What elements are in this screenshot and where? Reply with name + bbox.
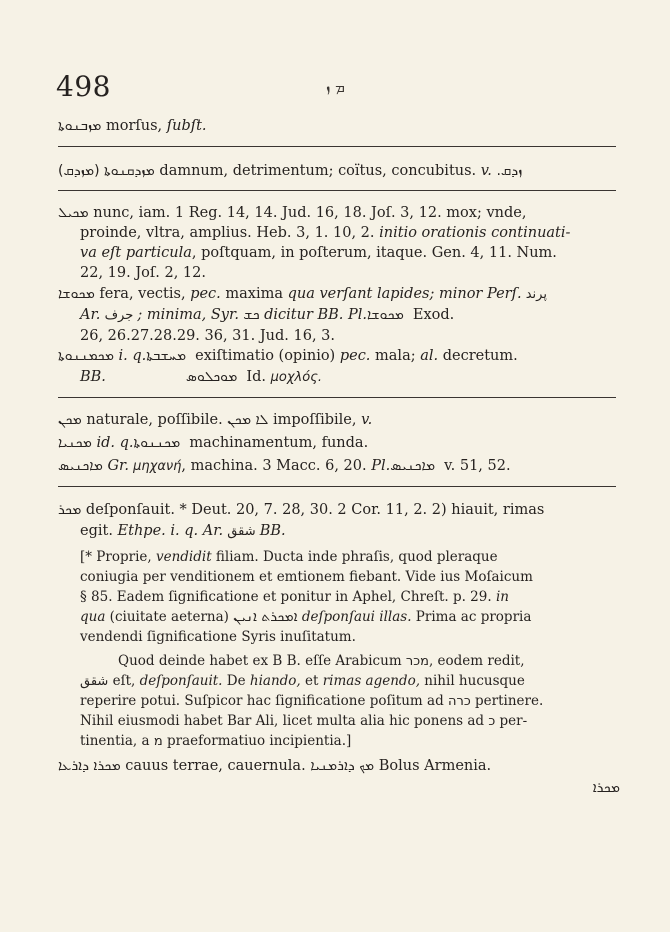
entry-line [58, 284, 547, 305]
entry-line [80, 263, 206, 283]
entry-italic: Ar. [80, 307, 101, 323]
entry-text: damnum, detrimentum; coïtus, concubitus. [154, 163, 481, 179]
entry-italic: in [495, 589, 509, 605]
entry-italic: v. [361, 412, 373, 428]
syriac-headword: ܡܙܒܢܘܬܐ [58, 118, 102, 134]
syriac-word: ܡܚܫܒܬܐ [146, 348, 191, 364]
catchword: ܡܟܪܐ [592, 780, 620, 796]
entry-text: tinentia, a [80, 733, 154, 749]
hebrew-word: כרה [448, 694, 471, 709]
entry-text: nunc, iam. 1 Reg. 14, 14. Jud. 16, 18. Joſ. 3, 12. mox; vnde, [88, 205, 527, 221]
entry-text: praeformatiuo incipientia.] [162, 733, 352, 749]
entry-italic: initio orationis continuati- [379, 225, 571, 241]
entry-line [58, 203, 526, 223]
entry-text: egit. [80, 523, 118, 539]
page-number: 498 [56, 70, 111, 103]
running-head: ܡ ܙ [326, 78, 345, 96]
entry-italic: pec. [190, 286, 221, 302]
entry-text: mala; [370, 348, 421, 364]
entry-line [58, 756, 491, 776]
entry-text: fera, vectis, [94, 286, 191, 302]
syriac-word: ܡܟܢܢܘܬܐ [133, 435, 185, 451]
entry-text: naturale, poſſibile. [81, 412, 228, 428]
syriac-headword: ܡܟܢ [58, 412, 82, 428]
entry-text: [* Proprie, [80, 549, 156, 565]
entry-text: v. 51, 52. [439, 458, 511, 474]
entry-text: maxima [220, 286, 288, 302]
entry-text: filiam. Ducta inde phraſis, quod pleraque [211, 549, 498, 565]
note-line [80, 587, 509, 607]
note-line [80, 627, 356, 647]
note-line [80, 731, 351, 752]
syriac-word: ܠܐ ܡܟܢ [227, 412, 269, 428]
entry-text: 26, 26.27.28.29. 36, 31. Jud. 16, 3. [80, 328, 336, 344]
syriac-headword: ܡܟܪ [58, 502, 82, 518]
entry-line [58, 433, 368, 453]
entry-line [58, 116, 207, 136]
entry-italic: BB. [80, 369, 106, 385]
syriac-headword: ܡܐܟܢܝܣ [58, 458, 103, 474]
entry-text: exiſtimatio (opinio) [190, 348, 340, 364]
hebrew-word: מכר [405, 654, 429, 669]
entry-italic: deſponſauit. [139, 673, 223, 689]
syriac-word: ܡܘܟܠܘܣ [185, 369, 242, 385]
entry-text: deſponſauit. * Deut. 20, 7. 28, 30. 2 Cor. 11, 2. 2) hiauit, rimas [81, 502, 545, 518]
syriac-headword: ܡܟܝܠ [58, 205, 89, 221]
entry-italic: deſponſaui illas. [297, 609, 412, 625]
entry-line [80, 367, 322, 388]
entry-text: , poſtquam, in poſterum, itaque. Gen. 4, 11. Num. [191, 245, 557, 261]
divider-rule [58, 486, 616, 487]
syriac-word: ܐܡܟܪܬ ܐܢܝܢ [233, 609, 298, 625]
entry-text: Prima ac propria [411, 609, 532, 625]
syriac-headword: ܡܟܡܢܢܘܬܐ [58, 348, 114, 364]
entry-italic: vendidit [155, 549, 212, 565]
hebrew-word: כ [488, 714, 496, 729]
syriac-headword: ܡܟܘܫܐ [58, 286, 95, 302]
entry-italic: dicitur BB. Pl. [264, 307, 368, 323]
entry-text: decretum. [438, 348, 518, 364]
arabic-word: پرند [521, 287, 547, 302]
entry-text: De [222, 673, 250, 689]
entry-line [58, 500, 544, 520]
syriac-headword: ܡܟܢܝܐ [58, 435, 92, 451]
entry-italic: Ethpe. i. q. Ar. [117, 523, 224, 539]
hebrew-word: מ [153, 734, 163, 749]
entry-text: nihil hucusque [420, 673, 525, 689]
syriac-word: ܡܟܘܫܐ [367, 307, 409, 323]
entry-line [80, 243, 557, 263]
note-line [80, 691, 543, 712]
entry-text: machinamentum, funda. [184, 435, 369, 451]
note-line [118, 651, 525, 672]
entry-line [80, 521, 286, 542]
entry-text: eſt, [108, 673, 140, 689]
entry-line [80, 223, 570, 243]
entry-line [80, 326, 335, 346]
syriac-headword: ܡܙܕܩܢܘܬܐ (ܡܙܕܩ) [58, 163, 155, 179]
entry-text: vendendi ſignificatione Syris inuſitatum. [80, 629, 356, 645]
arabic-word: شقق [223, 524, 260, 539]
entry-line [58, 161, 522, 181]
entry-italic: qua [80, 609, 106, 625]
syriac-word: ܡܟ ܕܐܪܡܢܝܐ [310, 758, 375, 774]
divider-rule [58, 190, 616, 191]
entry-text: Bolus Armenia. [374, 758, 492, 774]
syriac-word: ܡܐܟܢܝܣ [390, 458, 440, 474]
entry-text: per- [495, 713, 528, 729]
entry-text: Exod. [408, 307, 455, 323]
entry-italic: i. q. [113, 348, 147, 364]
entry-italic: ; minima, Syr. [137, 307, 239, 323]
entry-italic: pec. [339, 348, 371, 364]
entry-italic: hiando, [249, 673, 301, 689]
note-line [80, 711, 527, 732]
entry-italic: qua verſant lapides; minor Perſ. [287, 286, 522, 302]
entry-text: Id. [241, 369, 271, 385]
entry-italic: id. q. [91, 435, 134, 451]
entry-text: 22, 19. Joſ. 2, 12. [80, 265, 206, 281]
entry-italic: va eſt particula [80, 245, 192, 261]
entry-text: impoſſibile, [268, 412, 362, 428]
entry-text: proinde, vltra, amplius. Heb. 3, 1. 10, 2. [80, 225, 380, 241]
entry-text: morſus, [101, 118, 167, 134]
entry-text: coniugia per venditionem et emtionem fiebant. Vide ius Moſaicum [80, 569, 533, 585]
greek-word: μοχλός. [270, 370, 322, 385]
entry-italic: Gr. [102, 458, 129, 474]
entry-italic: v. [480, 163, 497, 179]
entry-text: pertinere. [470, 693, 544, 709]
divider-rule [58, 146, 616, 147]
entry-text: Quod deinde habet ex B B. eſſe Arabicum [118, 653, 406, 669]
arabic-word: جرف [100, 308, 138, 323]
entry-line [58, 456, 511, 477]
entry-line [58, 410, 372, 430]
entry-italic: al. [420, 348, 439, 364]
divider-rule [58, 397, 616, 398]
entry-line [58, 346, 518, 366]
entry-italic: ſubſt. [166, 118, 207, 134]
syriac-word: ܟܫ [238, 307, 265, 323]
syriac-word: ܙܕܩ. [496, 163, 523, 179]
greek-word: μηχανή [129, 459, 182, 474]
entry-italic: BB. [259, 523, 286, 539]
entry-text: , machina. 3 Macc. 6, 20. [181, 458, 372, 474]
entry-text: reperire potui. Suſpicor hac ſignificatione poſitum ad [80, 693, 449, 709]
entry-text: (ciuitate aeterna) [105, 609, 234, 625]
entry-line [80, 305, 454, 326]
entry-text: , eodem redit, [428, 653, 525, 669]
entry-italic: Pl. [371, 458, 391, 474]
note-line [80, 607, 531, 627]
entry-italic: rimas agendo, [322, 673, 420, 689]
arabic-word: شقق [80, 674, 109, 689]
syriac-headword: ܡܟܪܐ ܕܐܪܥܐ [58, 758, 121, 774]
entry-text: Nihil eiusmodi habet Bar Ali, licet multa alia hic ponens ad [80, 713, 489, 729]
entry-text: cauus terrae, cauernula. [120, 758, 311, 774]
note-line [80, 547, 498, 567]
note-line [80, 567, 533, 587]
note-line [80, 671, 525, 692]
entry-text: § 85. Eadem ſignificatione et ponitur in Aphel, Chreſt. p. 29. [80, 589, 496, 605]
entry-text: et [300, 673, 323, 689]
